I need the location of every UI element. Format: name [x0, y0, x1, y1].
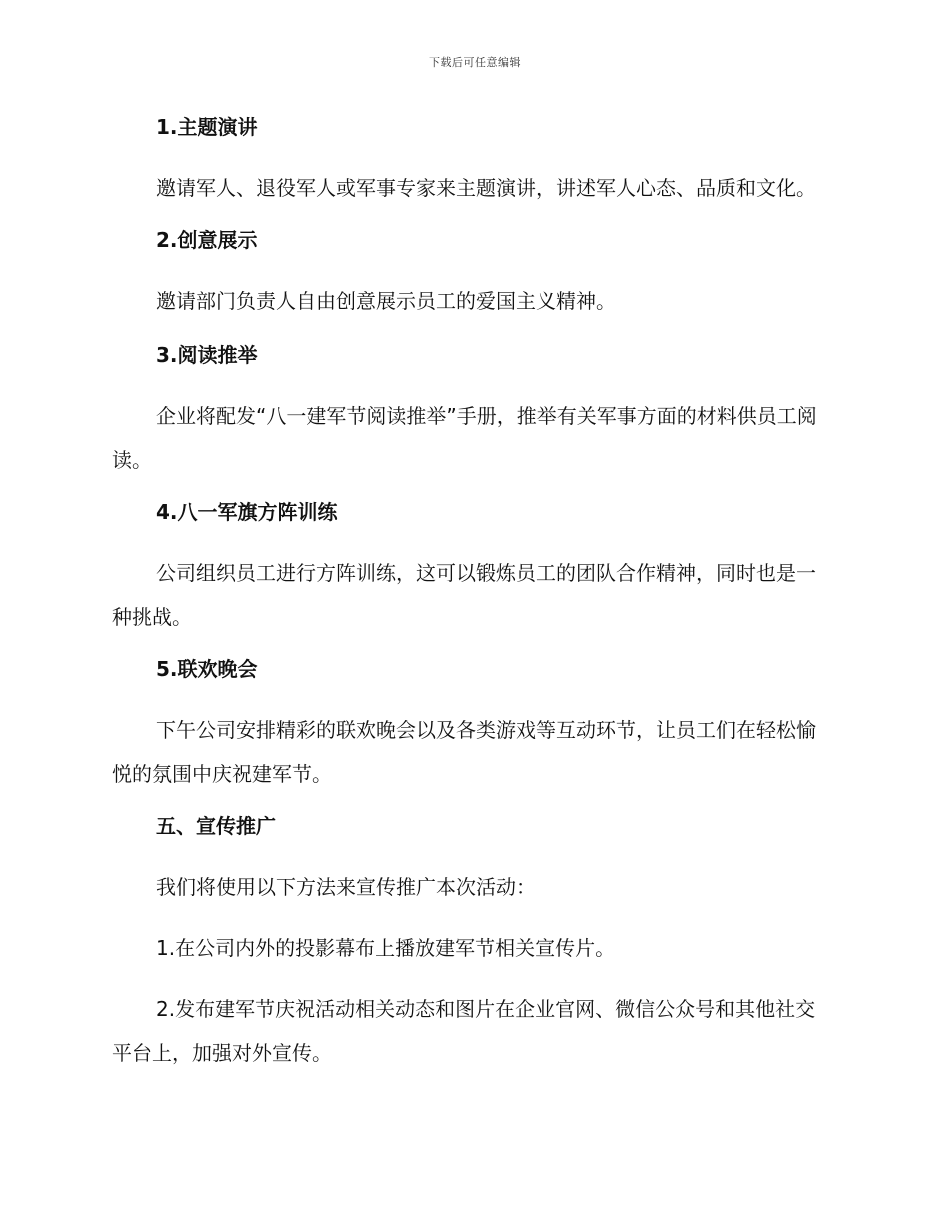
- header-note: 下载后可任意编辑: [429, 56, 521, 69]
- section-heading-promotion: 五、宣传推广: [156, 814, 276, 838]
- paragraph-reading-recommend: 企业将配发“八一建军节阅读推举”手册，推举有关军事方面的材料供员工阅读。: [112, 404, 817, 472]
- paragraph-promotion-item-2: 2.发布建军节庆祝活动相关动态和图片在企业官网、微信公众号和其他社交平台上，加强对外宣传。: [112, 997, 816, 1065]
- section-heading-creative-showcase: 2.创意展示: [156, 228, 258, 252]
- paragraph-promotion-intro: 我们将使用以下方法来宣传推广本次活动：: [156, 875, 536, 899]
- paragraph-promotion-item-1: 1.在公司内外的投影幕布上播放建军节相关宣传片。: [156, 936, 616, 960]
- section-heading-reading-recommend: 3.阅读推举: [156, 343, 258, 367]
- section-heading-gala: 5.联欢晚会: [156, 657, 258, 681]
- paragraph-theme-speech: 邀请军人、退役军人或军事专家来主题演讲，讲述军人心态、品质和文化。: [156, 176, 816, 200]
- paragraph-flag-formation: 公司组织员工进行方阵训练，这可以锻炼员工的团队合作精神，同时也是一种挑战。: [112, 561, 816, 629]
- document-body: [112, 112, 832, 1090]
- section-heading-theme-speech: 1.主题演讲: [156, 115, 258, 139]
- section-heading-flag-formation: 4.八一军旗方阵训练: [156, 500, 338, 524]
- paragraph-gala: 下午公司安排精彩的联欢晚会以及各类游戏等互动环节，让员工们在轻松愉悦的氛围中庆祝建军节。: [112, 718, 816, 786]
- paragraph-creative-showcase: 邀请部门负责人自由创意展示员工的爱国主义精神。: [156, 289, 616, 313]
